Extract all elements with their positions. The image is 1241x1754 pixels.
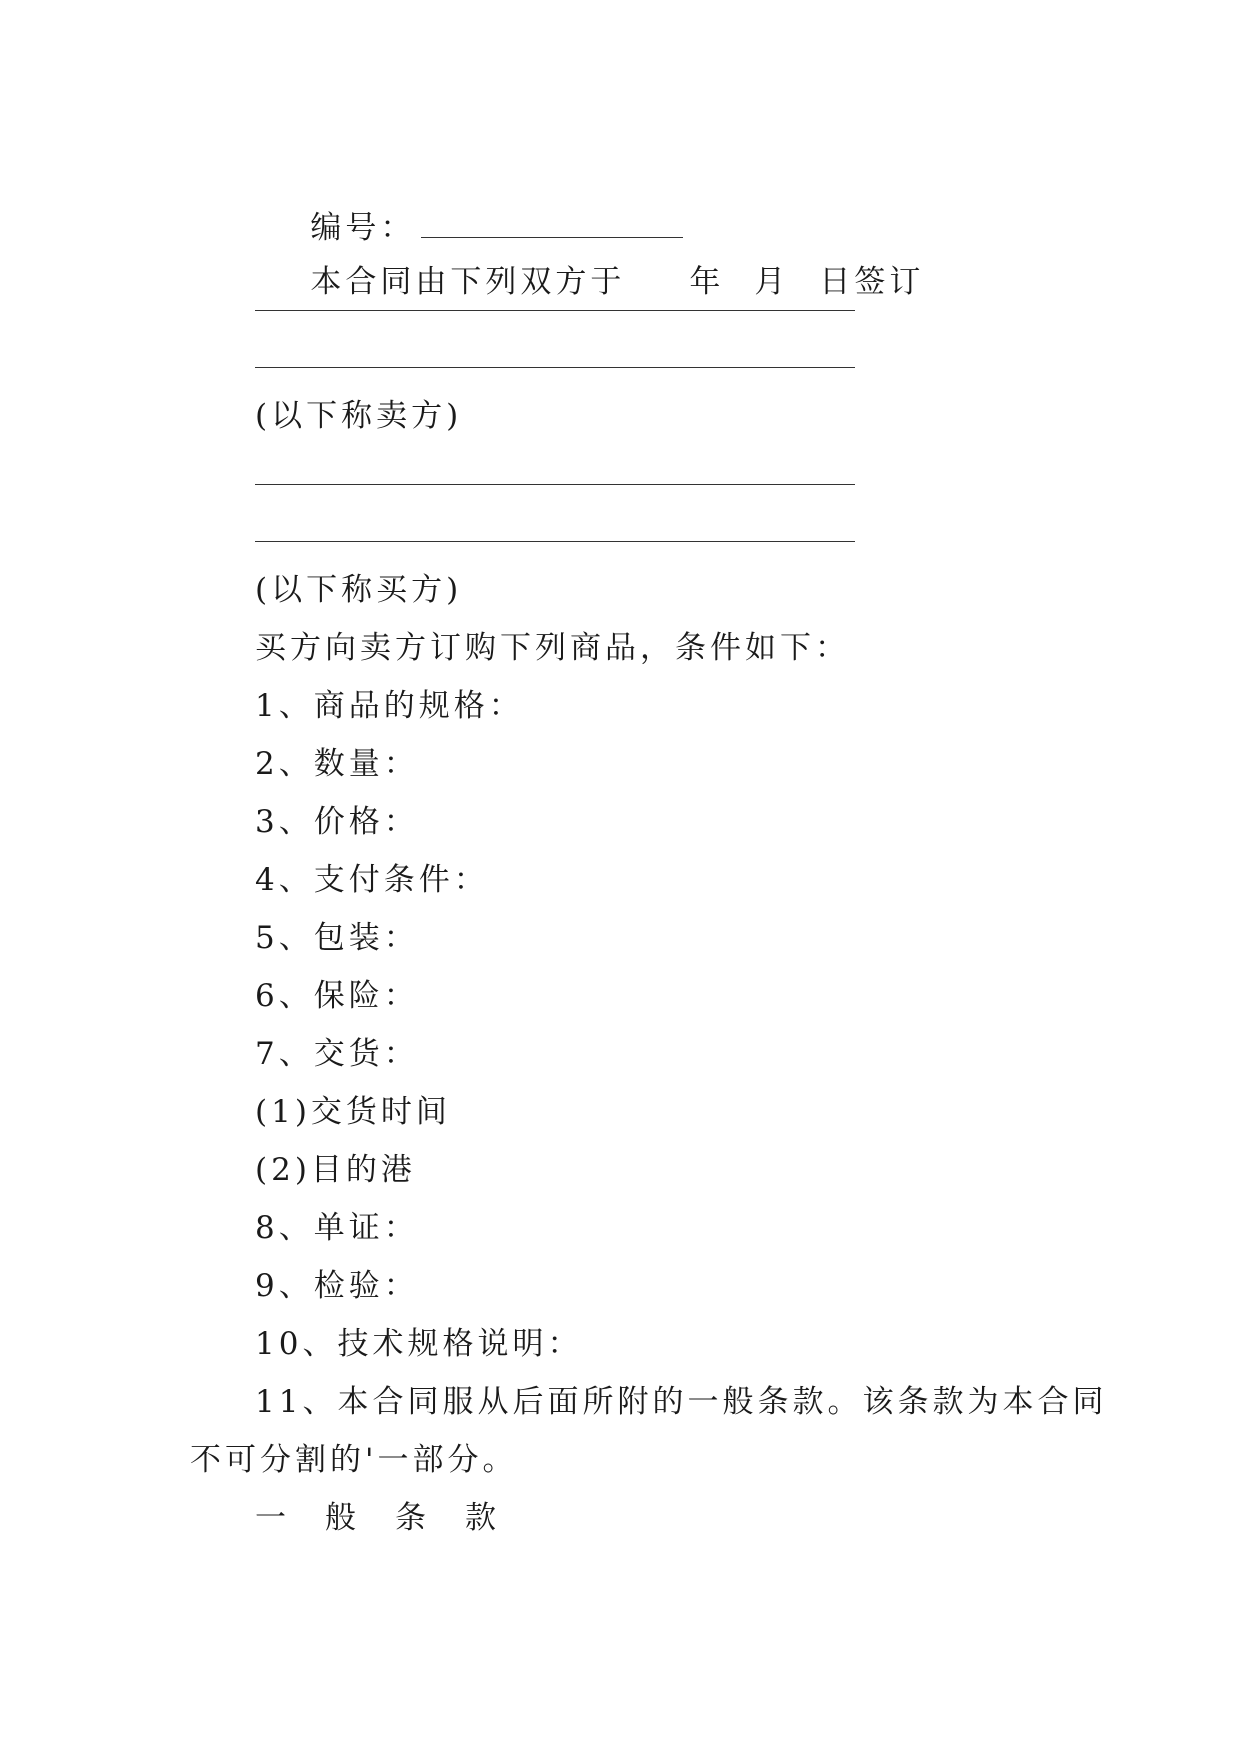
signing-date-line xyxy=(255,222,924,342)
signing-year: 年 xyxy=(689,264,725,300)
item-packing: 5、包装： xyxy=(255,920,419,956)
intro-text: 买方向卖方订购下列商品，条件如下： xyxy=(255,630,850,666)
item-delivery: 7、交货： xyxy=(255,1036,419,1072)
buyer-blank-line-1 xyxy=(255,484,855,485)
buyer-label: (以下称买方) xyxy=(255,572,463,608)
item-delivery-time: (1)交货时间 xyxy=(255,1094,451,1130)
clause-11-line-2: 不可分割的'一部分。 xyxy=(190,1442,518,1478)
seller-label: (以下称卖方) xyxy=(255,398,463,434)
contract-number-label: 编号： xyxy=(310,210,416,246)
item-quantity: 2、数量： xyxy=(255,746,419,782)
item-tech-spec: 10、技术规格说明： xyxy=(255,1326,583,1362)
item-documents: 8、单证： xyxy=(255,1210,419,1246)
item-price: 3、价格： xyxy=(255,804,419,840)
seller-blank-line-2 xyxy=(255,367,855,368)
clause-11-line-1: 11、本合同服从后面所附的一般条款。该条款为本合同 xyxy=(255,1384,1108,1420)
seller-blank-line-1 xyxy=(255,310,855,311)
signing-month: 月 xyxy=(754,264,790,300)
item-destination-port: (2)目的港 xyxy=(255,1152,416,1188)
signing-prefix: 本合同由下列双方于 xyxy=(310,264,626,300)
item-inspection: 9、检验： xyxy=(255,1268,419,1304)
item-payment: 4、支付条件： xyxy=(255,862,489,898)
general-terms-heading: 一 般 条 款 xyxy=(255,1500,500,1536)
buyer-blank-line-2 xyxy=(255,541,855,542)
signing-day: 日签订 xyxy=(819,264,925,300)
item-spec: 1、商品的规格： xyxy=(255,688,524,724)
item-insurance: 6、保险： xyxy=(255,978,419,1014)
